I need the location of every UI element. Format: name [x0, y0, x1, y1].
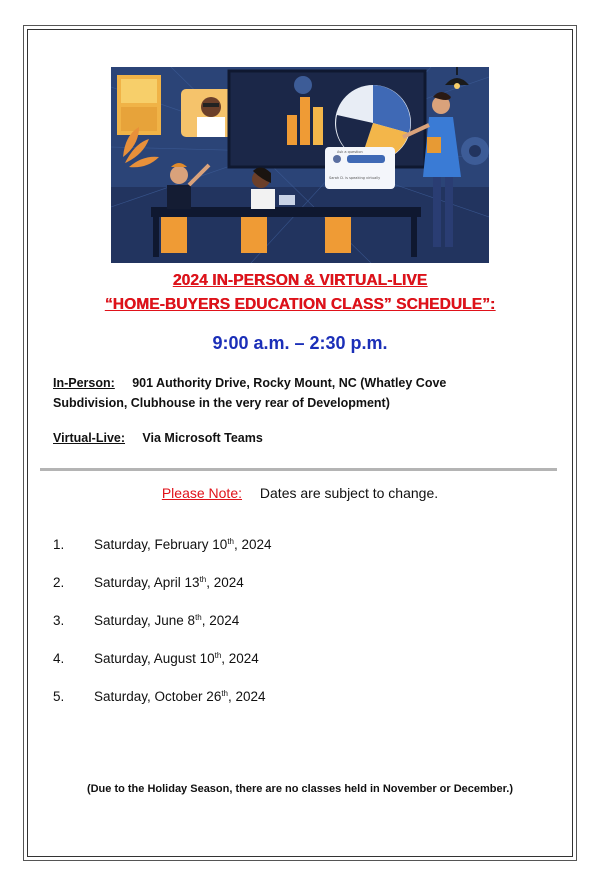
list-number: 2.: [53, 575, 65, 590]
class-time: 9:00 a.m. – 2:30 p.m.: [212, 333, 388, 353]
date-year: , 2024: [201, 613, 240, 628]
title-line-2: “HOME-BUYERS EDUCATION CLASS” SCHEDULE”:: [104, 296, 496, 313]
in-person-location: [53, 373, 523, 413]
list-number: 3.: [53, 613, 65, 628]
virtual-location: [53, 428, 263, 448]
list-number: 1.: [53, 537, 65, 552]
date-main: Saturday, April 13: [94, 575, 200, 590]
date-text: [94, 651, 259, 666]
in-person-label: In-Person:: [53, 376, 115, 390]
date-year: , 2024: [206, 575, 244, 590]
list-number: 4.: [53, 651, 65, 666]
date-year: , 2024: [234, 537, 272, 552]
classroom-illustration: [111, 67, 489, 263]
date-suffix: th: [227, 537, 234, 546]
date-main: Saturday, October 26: [94, 689, 222, 704]
date-text: [94, 613, 239, 628]
section-divider: [40, 468, 557, 471]
date-year: , 2024: [228, 689, 266, 704]
date-main: Saturday, June 8: [94, 613, 196, 628]
window-icon: [117, 75, 161, 135]
date-suffix: th: [221, 689, 228, 698]
gear-icon: [461, 137, 489, 165]
please-note: [40, 485, 560, 501]
date-suffix: th: [195, 613, 202, 622]
date-text: [94, 537, 272, 552]
date-suffix: th: [199, 575, 207, 584]
date-main: Saturday, August 10: [94, 651, 215, 666]
date-suffix: th: [214, 651, 222, 660]
list-number: 5.: [53, 689, 65, 704]
virtual-value: Via Microsoft Teams: [142, 431, 263, 445]
chat-bubble: [325, 147, 395, 189]
date-main: Saturday, February 10: [94, 537, 228, 552]
date-year: , 2024: [221, 651, 259, 666]
note-text: Dates are subject to change.: [259, 485, 439, 501]
chat-line-2: Sarah D. is speaking virtually: [329, 176, 381, 180]
holiday-footnote: (Due to the Holiday Season, there are no classes held in November or December.): [86, 783, 514, 795]
chat-line-1: Ask a question: [337, 150, 363, 154]
in-person-address: 901 Authority Drive, Rocky Mount, NC (Whatley Cove Subdivision, Clubhouse in the very rear of Development): [53, 376, 447, 410]
virtual-label: Virtual-Live:: [53, 431, 126, 445]
note-label: Please Note:: [161, 485, 243, 501]
title-line-1: 2024 IN-PERSON & VIRTUAL-LIVE: [172, 272, 428, 289]
date-text: [94, 689, 266, 704]
date-text: [94, 575, 244, 590]
